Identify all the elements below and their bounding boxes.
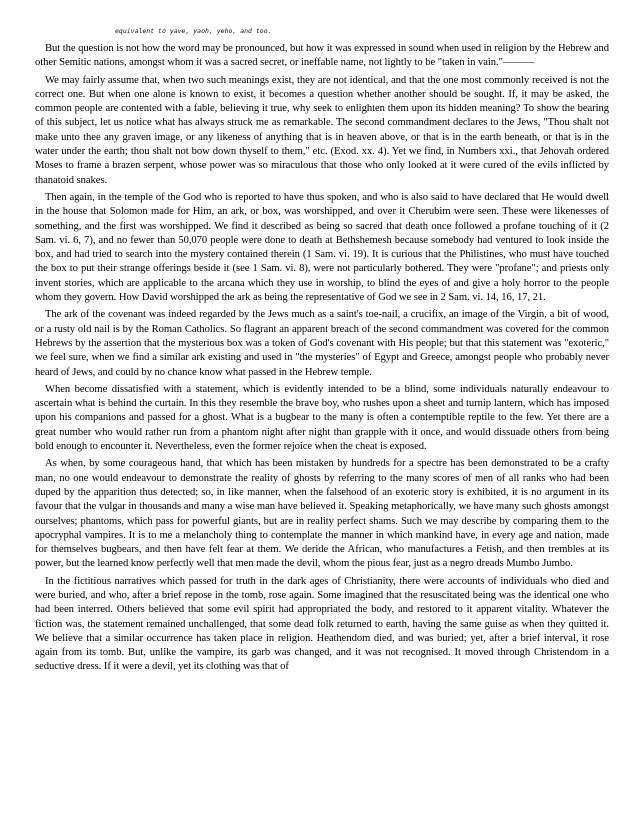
paragraph-temple-ark: Then again, in the temple of the God who is reported to have thus spoken, and who is also said to have declared that He would dwell in the house that Solomon made for Him, an ark, or box, was worshipped, and over it Cherubim were seen. These were likenesses of something, and the first was worshipped. We find it described as being so sacred that death once followed a profane touching of it (2 Sam. vi. 6, 7), and no fewer than 50,070 people were done to death at Bethshemesh because somebody had ventured to look inside the box, and had tried to search into the mystery contained therein (1 Sam. vi. 19). It is curious that the Philistines, who must have touched the box to put their strange offerings beside it (see 1 Sam. vi. 8), were not particularly bothered. They were "profane"; and priests only invent stories, which are applicable to the arcana which they use in worship, to blind the eyes of and give a holy horror to the people whom they govern. How David worshipped the ark as being the representative of God we see in 2 Sam. vi. 14, 16, 17, 21. <box>35 191 609 304</box>
paragraph-two-meanings: We may fairly assume that, when two such meanings exist, they are not identical, and that the one most commonly received is not the correct one. But when one alone is known to exist, it becomes a question whether another should be sought. If, it may be asked, the common people are contented with a fable, believing it true, why seek to enlighten them upon its hidden meaning? To show the bearing of this subject, let us notice what has always struck me as remarkable. The second commandment declares to the Jews, "Thou shalt not make unto thee any graven image, or any likeness of anything that is in heaven above, or that is in the earth beneath, or that is in the water under the earth; thou shalt not bow down thyself to them," etc. (Exod. xx. 4). Yet we find, in Numbers xxi., that Jehovah ordered Moses to frame a brazen serpent, whose power was so miraculous that those who only looked at it were cured of the evils inflicted by thanatoid snakes. <box>35 74 609 186</box>
paragraph-pronunciation: But the question is not how the word may be pronounced, but how it was expressed in sound when used in religion by the Hebrew and other Semitic nations, amongst whom it was a sacred secret, or ineffable name, not lightly to be "taken in vain."——— <box>35 43 609 69</box>
paragraph-ark-covenant: The ark of the covenant was indeed regarded by the Jews much as a saint's toe-nail, a crucifix, an image of the Virgin, a bit of wood, or a rusty old nail is by the Roman Catholics. So flagrant an apparent breach of the second commandment was covered for the common Hebrews by the assertion that the mysterious box was a token of God's covenant with His people; but that this statement was "exoteric," we feel sure, when we find a similar ark existing and used in "the mysteries" of Egypt and Greece, amongst people who probably never heard of Jews, and could by no chance know what passed in the Hebrew temple. <box>35 309 609 378</box>
paragraph-courageous-hand: As when, by some courageous hand, that which has been mistaken by hundreds for a spectre has been demonstrated to be a crafty man, no one would endeavour to demonstrate the reality of ghosts by referring to the many scores of men of all ranks who had been duped by the apparition thus detected; so, in like manner, when the falsehood of an exoteric story is exhibited, it is no argument in its favour that the vulgar in thousands and many a wise man have believed it. Speaking metaphorically, we have many such ghosts amongst ourselves; phantoms, which pass for powerful giants, but are in reality perfect shams. Such we may describe by comparing them to the apocryphal vampires. It is to me a melancholy thing to contemplate the manner in which mankind have, in every age and nation, made for themselves bugbears, and then have felt fear at them. We deride the African, who manufactures a Fetish, and then trembles at its power, but the learned know perfectly well that men made the devil, whom the pious fear, just as a negro dreads Mumbo Jumbo. <box>35 458 609 570</box>
footnote-continuation: equivalent to yave, yaoh, yeho, and too. <box>115 27 272 35</box>
paragraph-fictitious-narratives: In the fictitious narratives which passed for truth in the dark ages of Christianity, there were accounts of individuals who died and were buried, and who, after a brief repose in the tomb, rose again. Some imagined that the resuscitated being was the identical one who had been interred. Others believed that some evil spirit had appropriated the body, and restored to it apparent vitality. Whatever the fiction was, the statement remained unchallenged, that some dead folk returned to earth, having the same guise as when they quitted it. We believe that a similar occurrence has taken place in religion. Heathendom died, and was buried; yet, after a brief interval, it rose again from its tomb. But, unlike the vampire, its garb was changed, and it was not recognised. It moved through Christendom in a seductive dress. If it were a devil, yet its clothing was that of <box>35 575 609 673</box>
paragraph-dissatisfied: When become dissatisfied with a statement, which is evidently intended to be a blind, some individuals naturally endeavour to ascertain what is behind the curtain. In this they resemble the brave boy, who rushes upon a sheet and turnip lantern, which has imposed upon his companions and passed for a ghost. What is a bugbear to the many is often a contemptible reptile to the few. Yet there are a great number who would rather run from a phantom night after night than grapple with it once, and would dissuade others from being bold enough to encounter it. Nevertheless, even the former rejoice when the cheat is exposed. <box>35 383 609 453</box>
document-page <box>35 26 609 678</box>
